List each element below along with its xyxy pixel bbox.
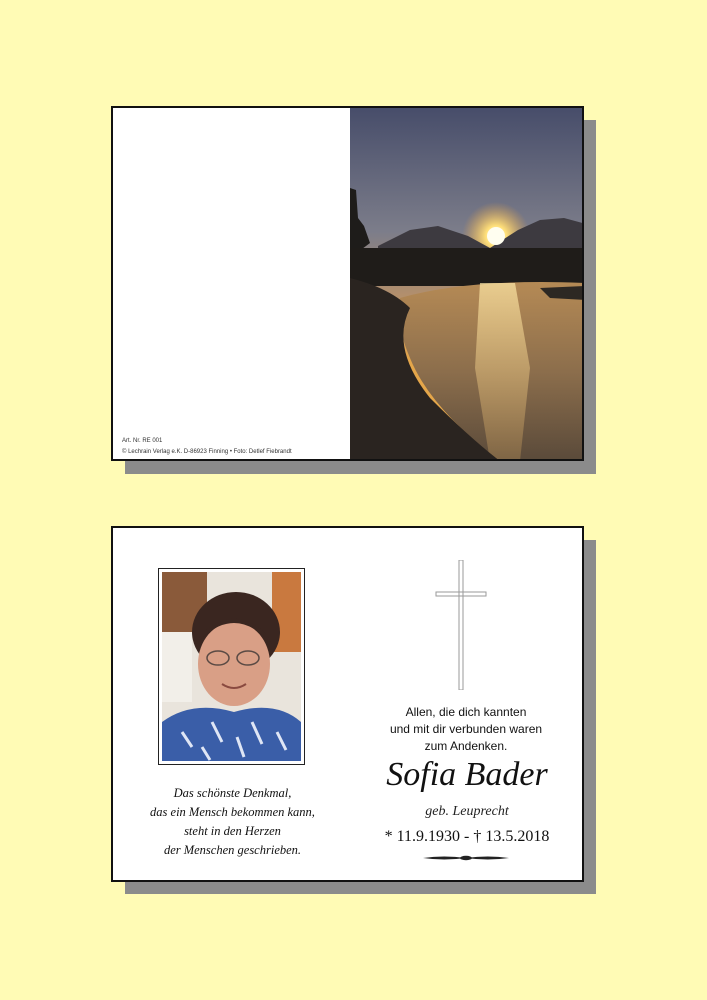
inner-card bbox=[111, 526, 584, 882]
dedication-line: Allen, die dich kannten bbox=[405, 705, 527, 719]
dedication-line: zum Andenken. bbox=[424, 739, 508, 753]
cross-icon bbox=[433, 560, 493, 690]
sunset-river-photo bbox=[350, 108, 582, 459]
front-card-blank-panel bbox=[113, 108, 350, 459]
poem-line: steht in den Herzen bbox=[184, 824, 281, 838]
front-card bbox=[111, 106, 584, 461]
memorial-poem bbox=[131, 784, 334, 860]
portrait-photo bbox=[162, 572, 301, 761]
portrait-photo-frame bbox=[158, 568, 305, 765]
dedication-line: und mit dir verbunden waren bbox=[389, 722, 543, 736]
dedication bbox=[361, 704, 571, 755]
article-number: Art. Nr. RE 001 bbox=[122, 438, 163, 444]
poem-line: der Menschen geschrieben. bbox=[163, 843, 302, 857]
maiden-name: geb. Leuprecht bbox=[425, 804, 509, 819]
ornament-divider-icon bbox=[423, 854, 509, 862]
deceased-name: Sofia Bader bbox=[386, 756, 548, 793]
poem-line: das ein Mensch bekommen kann, bbox=[150, 805, 315, 819]
life-dates: * 11.9.1930 - † 13.5.2018 bbox=[384, 828, 550, 845]
poem-line: Das schönste Denkmal, bbox=[173, 786, 292, 800]
copyright-notice: © Lechrain Verlag e.K. D-86923 Finning • Foto: Detlef Fiebrandt bbox=[122, 449, 292, 455]
